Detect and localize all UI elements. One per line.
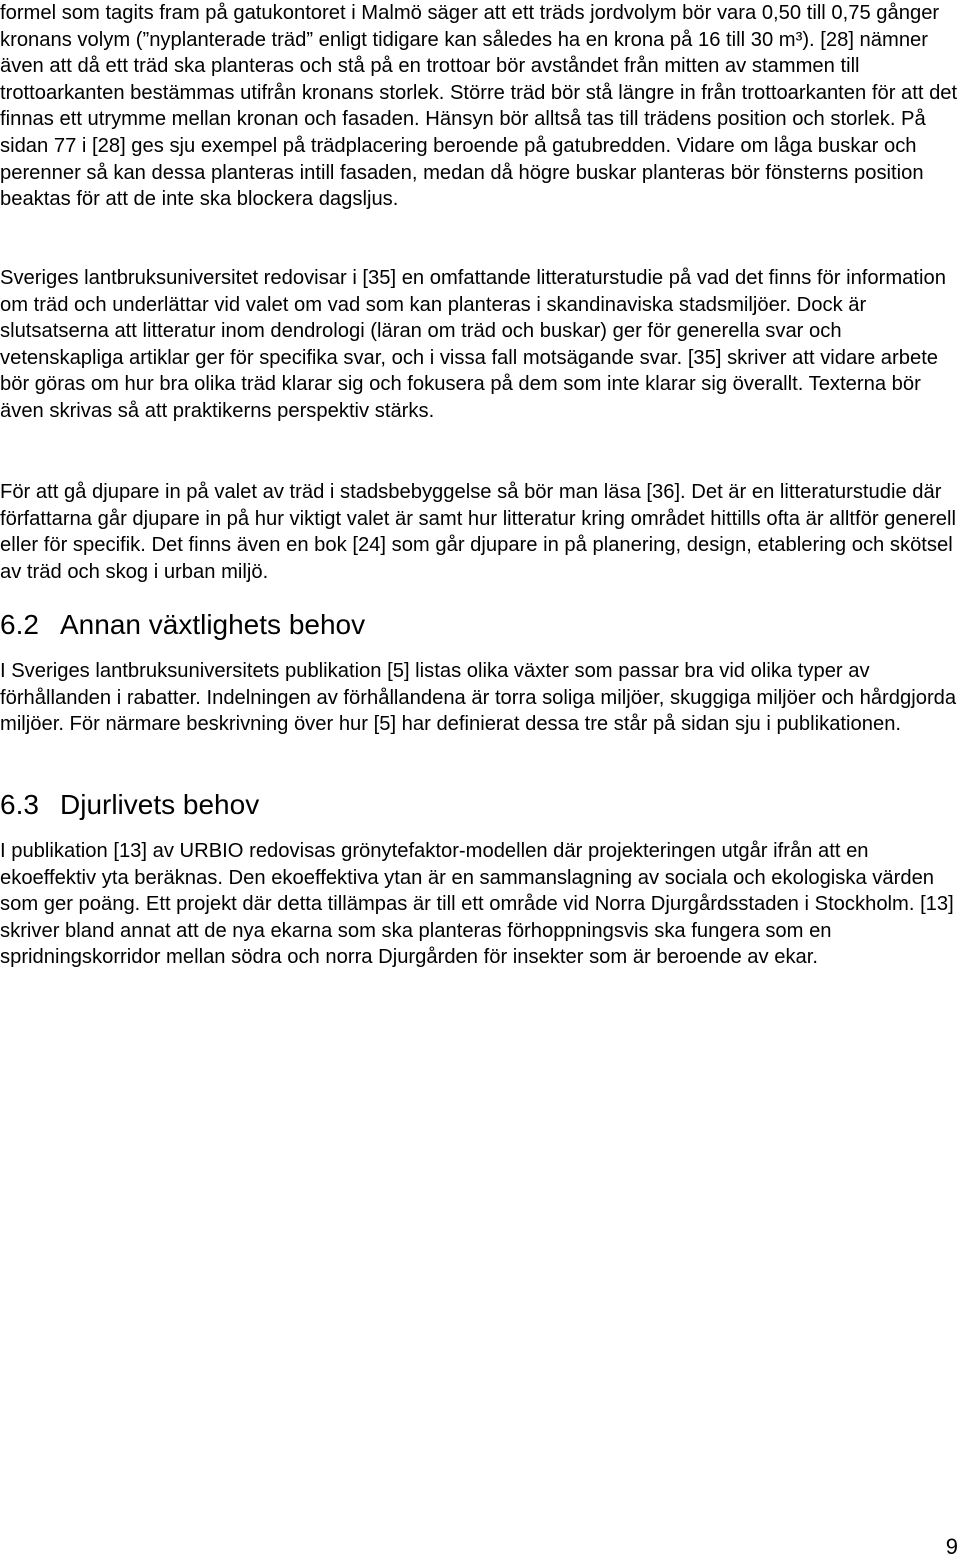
section-number: 6.2 (0, 609, 39, 640)
section-heading-6-2 (0, 608, 365, 642)
paragraph-wildlife-needs: I publikation [13] av URBIO redovisas grönytefaktor-modellen där projekteringen utgår ifrån att en ekoeffektiv yta beräknas. Den ekoeffektiva ytan är en sammanslagning av sociala och ekologiska värden som ger poäng. Ett projekt där detta tillämpas är till ett område vid Norra Djurgårdsstaden i Stockholm. [13] skriver bland annat att de nya ekarna som ska planteras förhoppningsvis ska fungera som en spridningskorridor mellan södra och norra Djurgården för insekter som är beroende av ekar. (0, 840, 954, 969)
section-title: Djurlivets behov (60, 789, 260, 820)
section-heading-6-3 (0, 788, 259, 822)
paragraph-further-reading: För att gå djupare in på valet av träd i stadsbebyggelse så bör man läsa [36]. Det är en litteraturstudie där författarna går djupare in på hur viktigt valet är samt hur litteratur kring området hittills ofta är alltför generell eller för specifik. Det finns även en bok [24] som går djupare in på planering, design, etablering och skötsel av träd och skog i urban miljö. (0, 481, 956, 583)
paragraph-tree-placement: formel som tagits fram på gatukontoret i Malmö säger att ett träds jordvolym bör vara 0,50 till 0,75 gånger kronans volym (”nyplanterade träd” enligt tidigare kan således ha en krona på 16 till 30 m³). [28] nämner även att då ett träd ska planteras och stå på en trottoar bör avståndet från mitten av stammen till trottoarkanten bestämmas utifrån kronans storlek. Större träd bör stå längre in från trottoarkanten för att det finnas ett utrymme mellan kronan och fasaden. Hänsyn bör alltså tas till trädens position och storlek. På sidan 77 i [28] ges sju exempel på trädplacering beroende på gatubredden. Vidare om låga buskar och perenner så kan dessa planteras intill fasaden, medan då högre buskar planteras bör fönsterns position beaktas för att de inte ska blockera dagsljus. (0, 2, 958, 211)
paragraph-other-vegetation: I Sveriges lantbruksuniversitets publikation [5] listas olika växter som passar bra vid olika typer av förhållanden i rabatter. Indelningen av förhållandena är torra soliga miljöer, skuggiga miljöer och hårdgjorda miljöer. För närmare beskrivning över hur [5] har definierat dessa tre står på sidan sju i publikationen. (0, 660, 957, 736)
paragraph-slu-literature-study: Sveriges lantbruksuniversitet redovisar i [35] en omfattande litteraturstudie på vad det finns för information om träd och underlättar vid valet om vad som kan planteras i skandinaviska stadsmiljöer. Dock är slutsatserna att litteratur inom dendrologi (läran om träd och buskar) ger för generella svar och vetenskapliga artiklar ger för specifika svar, och i vissa fall motsägande svar. [35] skriver att vidare arbete bör göras om hur bra olika träd klarar sig och fokusera på dem som inte klarar sig överallt. Texterna bör även skrivas så att praktikerns perspektiv stärks. (0, 267, 946, 422)
page-number: 9 (945, 1534, 958, 1559)
section-number: 6.3 (0, 789, 39, 820)
section-title: Annan växtlighets behov (60, 609, 366, 640)
